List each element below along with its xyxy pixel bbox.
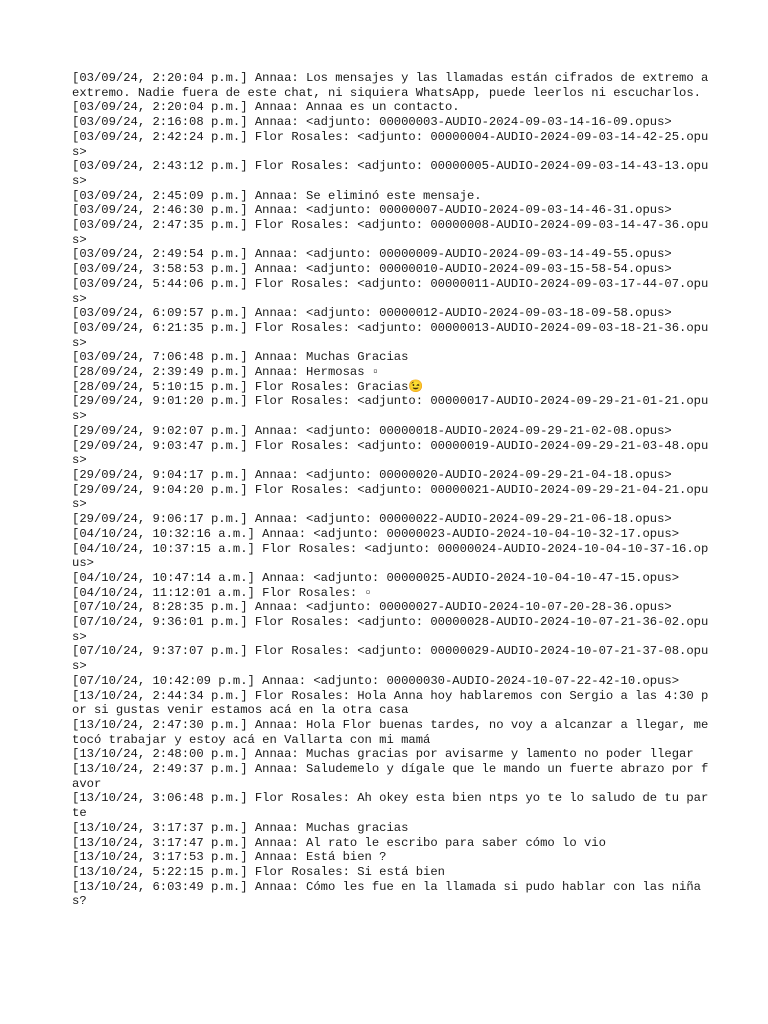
chat-message: [03/09/24, 2:47:35 p.m.] Flor Rosales: <adjunto: 00000008-AUDIO-2024-09-03-14-47-36.opus> xyxy=(72,218,709,247)
chat-message: [13/10/24, 2:49:37 p.m.] Annaa: Saludemelo y dígale que le mando un fuerte abrazo por favor xyxy=(72,762,709,791)
chat-message: [13/10/24, 2:47:30 p.m.] Annaa: Hola Flor buenas tardes, no voy a alcanzar a llegar, me tocó trabajar y estoy acá en Vallarta con mi mamá xyxy=(72,717,716,747)
chat-message: [13/10/24, 3:06:48 p.m.] Flor Rosales: Ah okey esta bien ntps yo te lo saludo de tu parte xyxy=(72,791,709,821)
chat-message: [03/09/24, 6:21:35 p.m.] Flor Rosales: <adjunto: 00000013-AUDIO-2024-09-03-18-21-36.opus> xyxy=(72,320,709,350)
chat-message: [04/10/24, 10:37:15 a.m.] Flor Rosales: <adjunto: 00000024-AUDIO-2024-10-04-10-37-16.opus> xyxy=(72,541,709,571)
chat-message: [03/09/24, 2:20:04 p.m.] Annaa: Los mensajes y las llamadas están cifrados de extremo a extremo. Nadie fuera de este chat, ni siquiera WhatsApp, puede leerlos ni escucharlos. xyxy=(72,71,716,100)
chat-message: [03/09/24, 2:46:30 p.m.] Annaa: <adjunto: 00000007-AUDIO-2024-09-03-14-46-31.opus> xyxy=(72,203,672,218)
chat-message: [29/09/24, 9:03:47 p.m.] Flor Rosales: <adjunto: 00000019-AUDIO-2024-09-29-21-03-48.opus> xyxy=(72,438,709,468)
chat-message: [13/10/24, 2:48:00 p.m.] Annaa: Muchas gracias por avisarme y lamento no poder llegar xyxy=(72,747,694,762)
chat-transcript xyxy=(72,71,716,909)
chat-message: [29/09/24, 9:02:07 p.m.] Annaa: <adjunto: 00000018-AUDIO-2024-09-29-21-02-08.opus> xyxy=(72,423,672,438)
chat-message: [29/09/24, 9:06:17 p.m.] Annaa: <adjunto: 00000022-AUDIO-2024-09-29-21-06-18.opus> xyxy=(72,512,672,527)
chat-message: [04/10/24, 11:12:01 a.m.] Flor Rosales: ▫ xyxy=(72,585,372,600)
chat-message: [28/09/24, 5:10:15 p.m.] Flor Rosales: Gracias😉 xyxy=(72,379,424,394)
chat-message: [03/09/24, 5:44:06 p.m.] Flor Rosales: <adjunto: 00000011-AUDIO-2024-09-03-17-44-07.opus> xyxy=(72,276,709,306)
chat-message: [03/09/24, 2:42:24 p.m.] Flor Rosales: <adjunto: 00000004-AUDIO-2024-09-03-14-42-25.opus> xyxy=(72,129,709,159)
chat-message: [03/09/24, 3:58:53 p.m.] Annaa: <adjunto: 00000010-AUDIO-2024-09-03-15-58-54.opus> xyxy=(72,262,672,277)
chat-message: [13/10/24, 5:22:15 p.m.] Flor Rosales: Si está bien xyxy=(72,864,445,879)
chat-message: [03/09/24, 2:45:09 p.m.] Annaa: Se eliminó este mensaje. xyxy=(72,188,482,203)
chat-message: [13/10/24, 3:17:47 p.m.] Annaa: Al rato le escribo para saber cómo lo vio xyxy=(72,835,606,850)
chat-message: [13/10/24, 3:17:53 p.m.] Annaa: Está bien ? xyxy=(72,850,387,865)
chat-message: [07/10/24, 9:36:01 p.m.] Flor Rosales: <adjunto: 00000028-AUDIO-2024-10-07-21-36-02.opus> xyxy=(72,615,709,644)
chat-message: [03/09/24, 2:16:08 p.m.] Annaa: <adjunto: 00000003-AUDIO-2024-09-03-14-16-09.opus> xyxy=(72,115,672,130)
chat-message: [28/09/24, 2:39:49 p.m.] Annaa: Hermosas ▫ xyxy=(72,365,380,380)
chat-message: [29/09/24, 9:04:20 p.m.] Flor Rosales: <adjunto: 00000021-AUDIO-2024-09-29-21-04-21.opus> xyxy=(72,482,709,512)
chat-message: [04/10/24, 10:47:14 a.m.] Annaa: <adjunto: 00000025-AUDIO-2024-10-04-10-47-15.opus> xyxy=(72,570,680,585)
chat-message: [04/10/24, 10:32:16 a.m.] Annaa: <adjunto: 00000023-AUDIO-2024-10-04-10-32-17.opus> xyxy=(72,526,680,541)
chat-message: [13/10/24, 2:44:34 p.m.] Flor Rosales: Hola Anna hoy hablaremos con Sergio a las 4:30 por si gustas venir estamos acá en la otra casa xyxy=(72,688,709,718)
chat-message: [07/10/24, 10:42:09 p.m.] Annaa: <adjunto: 00000030-AUDIO-2024-10-07-22-42-10.opus> xyxy=(72,673,680,688)
chat-message: [03/09/24, 2:43:12 p.m.] Flor Rosales: <adjunto: 00000005-AUDIO-2024-09-03-14-43-13.opus> xyxy=(72,159,709,188)
chat-message: [13/10/24, 3:17:37 p.m.] Annaa: Muchas gracias xyxy=(72,820,409,835)
chat-message: [07/10/24, 9:37:07 p.m.] Flor Rosales: <adjunto: 00000029-AUDIO-2024-10-07-21-37-08.opus> xyxy=(72,644,709,674)
chat-message: [07/10/24, 8:28:35 p.m.] Annaa: <adjunto: 00000027-AUDIO-2024-10-07-20-28-36.opus> xyxy=(72,600,672,615)
chat-message: [13/10/24, 6:03:49 p.m.] Annaa: Cómo les fue en la llamada si pudo hablar con las niñas? xyxy=(72,879,701,909)
chat-message: [03/09/24, 2:49:54 p.m.] Annaa: <adjunto: 00000009-AUDIO-2024-09-03-14-49-55.opus> xyxy=(72,247,672,262)
chat-message: [03/09/24, 6:09:57 p.m.] Annaa: <adjunto: 00000012-AUDIO-2024-09-03-18-09-58.opus> xyxy=(72,306,672,321)
chat-message: [29/09/24, 9:04:17 p.m.] Annaa: <adjunto: 00000020-AUDIO-2024-09-29-21-04-18.opus> xyxy=(72,467,672,482)
chat-message: [03/09/24, 7:06:48 p.m.] Annaa: Muchas Gracias xyxy=(72,350,409,365)
chat-message: [29/09/24, 9:01:20 p.m.] Flor Rosales: <adjunto: 00000017-AUDIO-2024-09-29-21-01-21.opus> xyxy=(72,394,709,424)
chat-message: [03/09/24, 2:20:04 p.m.] Annaa: Annaa es un contacto. xyxy=(72,100,460,115)
